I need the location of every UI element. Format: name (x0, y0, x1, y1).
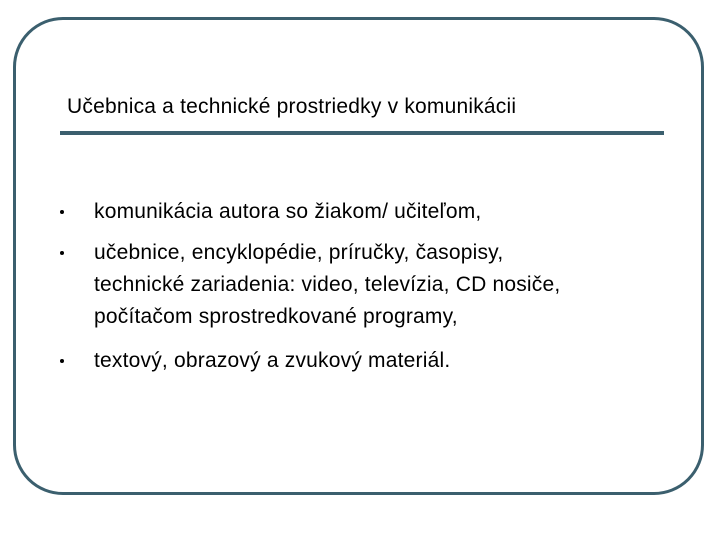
bullet-marker (60, 359, 64, 363)
slide-title: Učebnica a technické prostriedky v komunikácii (67, 95, 517, 118)
bullet-text: počítačom sprostredkované programy, (94, 305, 458, 328)
bullet-item (60, 345, 680, 377)
bullet-text: technické zariadenia: video, televízia, CD nosiče, (94, 273, 561, 296)
bullet-list (60, 196, 680, 377)
bullet-item (60, 196, 680, 228)
bullet-text: učebnice, encyklopédie, príručky, časopisy, (94, 241, 504, 264)
bullet-text: textový, obrazový a zvukový materiál. (94, 349, 451, 372)
bullet-text: komunikácia autora so žiakom/ učiteľom, (94, 200, 482, 223)
bullet-marker (60, 210, 64, 214)
title-underline (60, 131, 664, 135)
bullet-item (60, 237, 680, 333)
bullet-marker (60, 251, 64, 255)
